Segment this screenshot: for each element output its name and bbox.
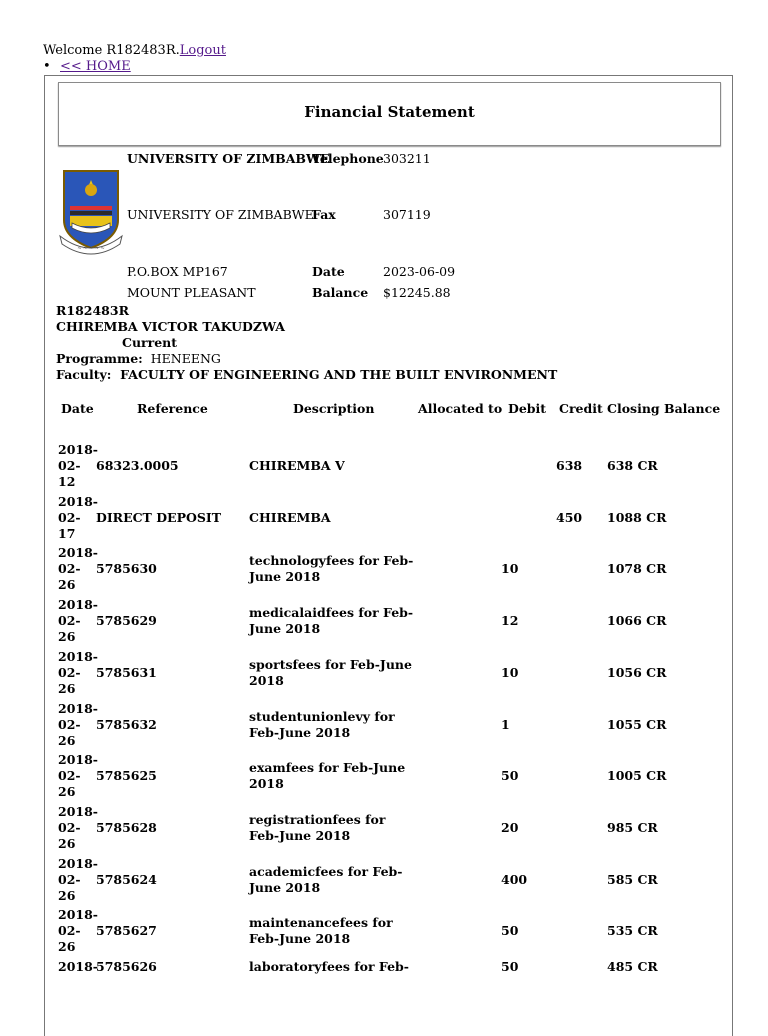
cell-debit: 50 (501, 923, 519, 938)
cell-reference: DIRECT DEPOSIT (96, 510, 222, 525)
cell-date: 2018- 02- 26 (58, 752, 98, 799)
cell-reference: 5785628 (96, 820, 157, 835)
cell-description: academicfees for Feb-June 2018 (249, 864, 403, 895)
programme-value: HENEENG (150, 351, 221, 366)
cell-debit: 12 (501, 613, 519, 628)
university-crest-icon (58, 168, 124, 258)
cell-reference: 5785631 (96, 665, 157, 680)
date-label: Date (312, 264, 345, 279)
table-row (58, 597, 728, 649)
cell-description: CHIREMBA V (249, 458, 345, 473)
cell-description: laboratoryfees for Feb- (249, 959, 409, 974)
cell-date: 2018- 02- 26 (58, 649, 98, 696)
cell-credit: 450 (556, 510, 583, 525)
logout-link[interactable]: Logout (179, 43, 226, 58)
cell-debit: 50 (501, 768, 519, 783)
cell-reference: 5785630 (96, 561, 157, 576)
cell-reference: 5785627 (96, 923, 157, 938)
col-header-debit: Debit (508, 401, 547, 416)
cell-closing-balance: 535 CR (607, 923, 658, 938)
table-row (58, 649, 728, 701)
table-row (58, 752, 728, 804)
page-title: Financial Statement (304, 103, 475, 121)
svg-text:~ ~ ~ ~ ~: ~ ~ ~ ~ ~ (77, 246, 105, 252)
university-name-bold: UNIVERSITY OF ZIMBABWE (127, 151, 330, 166)
cell-reference: 5785632 (96, 717, 157, 732)
programme-line (56, 351, 221, 366)
col-header-credit: Credit (559, 401, 603, 416)
cell-debit: 20 (501, 820, 519, 835)
cell-date: 2018- 02- 26 (58, 804, 98, 851)
welcome-text: Welcome R182483R. (43, 43, 180, 58)
cell-debit: 10 (501, 665, 519, 680)
faculty-value: FACULTY OF ENGINEERING AND THE BUILT ENVIRONMENT (120, 367, 558, 382)
cell-debit: 400 (501, 872, 528, 887)
cell-credit: 638 (556, 458, 583, 473)
cell-debit: 10 (501, 561, 519, 576)
list-bullet: • (43, 59, 51, 74)
cell-closing-balance: 1088 CR (607, 510, 667, 525)
col-header-reference: Reference (137, 401, 208, 416)
cell-date: 2018- (58, 959, 98, 974)
table-row (58, 804, 728, 856)
table-row (58, 545, 728, 597)
table-row (58, 494, 728, 546)
table-row (58, 959, 728, 1011)
table-row (58, 856, 728, 908)
cell-description: examfees for Feb-June 2018 (249, 760, 406, 791)
table-row (58, 907, 728, 959)
faculty-line (56, 367, 557, 382)
cell-closing-balance: 1066 CR (607, 613, 667, 628)
fax-label: Fax (312, 207, 336, 222)
cell-description: registrationfees for Feb-June 2018 (249, 812, 386, 843)
title-box (58, 82, 721, 146)
cell-closing-balance: 1005 CR (607, 768, 667, 783)
reg-number: R182483R (56, 303, 129, 318)
cell-date: 2018- 02- 12 (58, 442, 98, 489)
cell-reference: 5785624 (96, 872, 157, 887)
telephone-label: Telephone (312, 151, 384, 166)
address-line-1: P.O.BOX MP167 (127, 264, 228, 279)
cell-description: studentunionlevy for Feb-June 2018 (249, 709, 395, 740)
cell-date: 2018- 02- 17 (58, 494, 98, 541)
nav-list (43, 59, 131, 74)
home-link[interactable]: << HOME (60, 59, 131, 74)
cell-date: 2018- 02- 26 (58, 545, 98, 592)
cell-closing-balance: 985 CR (607, 820, 658, 835)
cell-reference: 5785629 (96, 613, 157, 628)
address-line-2: MOUNT PLEASANT (127, 285, 256, 300)
welcome-line (43, 43, 226, 58)
balance-label: Balance (312, 285, 369, 300)
student-name: CHIREMBA VICTOR TAKUDZWA (56, 319, 285, 334)
faculty-label: Faculty: (56, 367, 112, 382)
student-status: Current (122, 335, 178, 350)
cell-reference: 68323.0005 (96, 458, 179, 473)
cell-description: maintenancefees for Feb-June 2018 (249, 915, 393, 946)
cell-debit: 50 (501, 959, 519, 974)
date-value: 2023-06-09 (383, 264, 456, 279)
cell-closing-balance: 1055 CR (607, 717, 667, 732)
cell-closing-balance: 1056 CR (607, 665, 667, 680)
balance-value: $12245.88 (383, 285, 451, 300)
cell-description: sportsfees for Feb-June 2018 (249, 657, 412, 688)
cell-closing-balance: 585 CR (607, 872, 658, 887)
cell-closing-balance: 638 CR (607, 458, 658, 473)
cell-description: CHIREMBA (249, 510, 331, 525)
cell-date: 2018- 02- 26 (58, 907, 98, 954)
cell-closing-balance: 1078 CR (607, 561, 667, 576)
telephone-value: 303211 (383, 151, 431, 166)
cell-description: technologyfees for Feb-June 2018 (249, 553, 414, 584)
fax-value: 307119 (383, 207, 431, 222)
cell-debit: 1 (501, 717, 510, 732)
cell-description: medicalaidfees for Feb-June 2018 (249, 605, 414, 636)
col-header-allocated: Allocated to (418, 401, 503, 416)
cell-reference: 5785626 (96, 959, 157, 974)
programme-label: Programme: (56, 351, 143, 366)
col-header-description: Description (293, 401, 375, 416)
table-row (58, 701, 728, 753)
cell-closing-balance: 485 CR (607, 959, 658, 974)
col-header-date: Date (61, 401, 94, 416)
university-name: UNIVERSITY OF ZIMBABWE (127, 207, 314, 222)
cell-date: 2018- 02- 26 (58, 597, 98, 644)
cell-date: 2018- 02- 26 (58, 701, 98, 748)
table-row (58, 442, 728, 494)
col-header-closing: Closing Balance (607, 401, 721, 416)
cell-reference: 5785625 (96, 768, 157, 783)
cell-date: 2018- 02- 26 (58, 856, 98, 903)
